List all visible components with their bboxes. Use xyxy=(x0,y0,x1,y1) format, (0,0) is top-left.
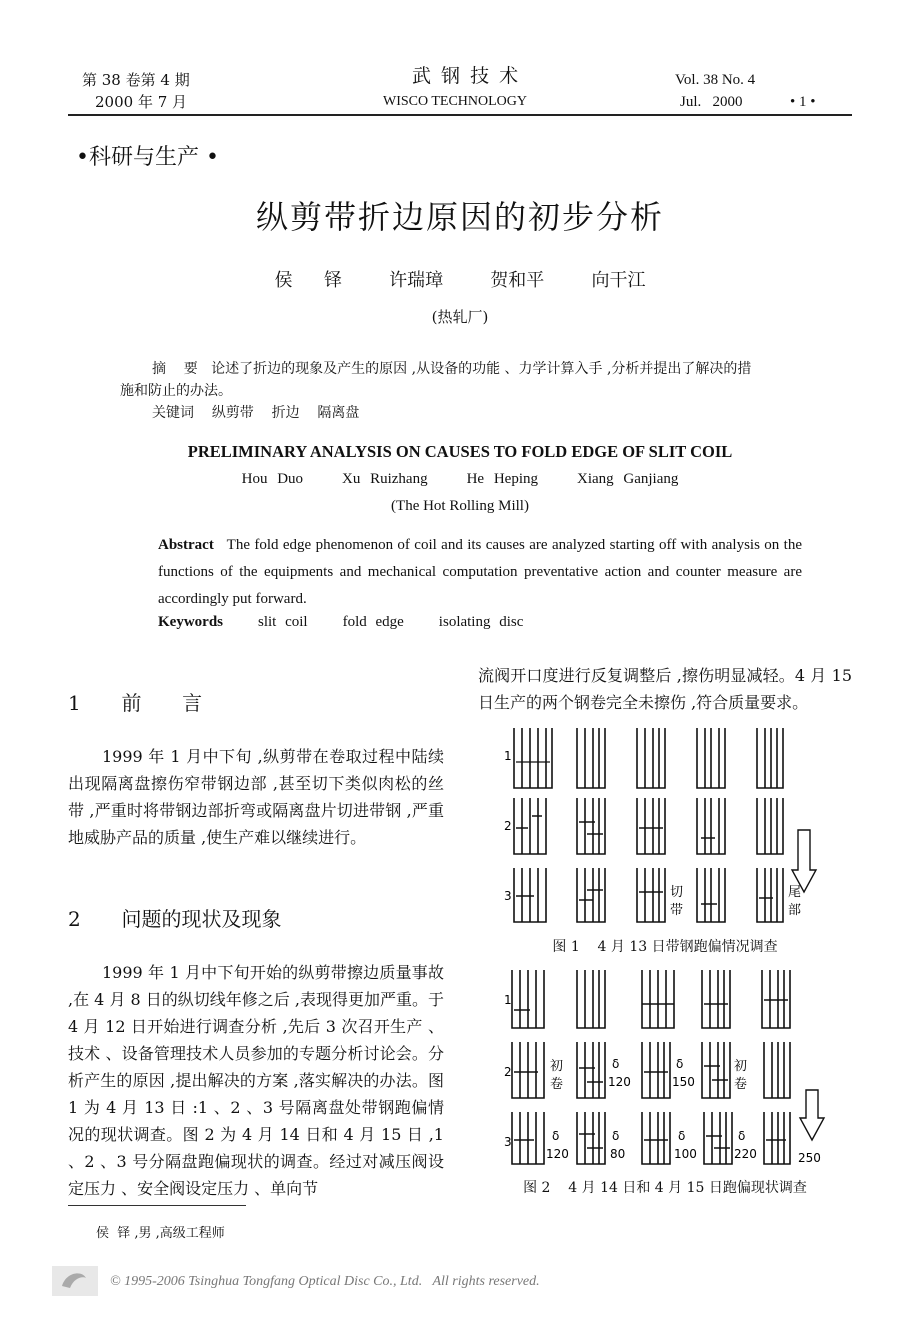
fig2-r2-val-1: 120 xyxy=(608,1075,631,1089)
header-journal-cn: 武 钢 技 术 xyxy=(412,65,521,87)
keywords-cn-label: 关键词 xyxy=(152,405,194,421)
english-abstract-label: Abstract xyxy=(158,537,214,553)
fig2-r3-val-1: 120 xyxy=(546,1147,569,1161)
fig2-row-label-1: 1 xyxy=(504,993,512,1007)
header-page-number: • 1 • xyxy=(790,94,816,110)
english-abstract-text: The fold edge phenomenon of coil and its causes are analyzed starting off with analysis on the functions of the equipments and mechanical computation preventative action and counter measure are accordingly put forward. xyxy=(158,537,802,607)
fig1-row-label-3: 3 xyxy=(504,889,512,903)
keywords-cn: 纵剪带 折边 隔离盘 xyxy=(211,405,360,421)
fig2-r3-delta-3: δ xyxy=(678,1129,686,1143)
article-title: 纵剪带折边原因的初步分析 xyxy=(255,198,664,236)
fig2-r2-val-2: 150 xyxy=(672,1075,695,1089)
english-keywords-label: Keywords xyxy=(158,614,223,630)
fig2-r3-val-3: 100 xyxy=(674,1147,697,1161)
fig1-note-dai: 带 xyxy=(670,903,684,918)
right-paragraph: 流阀开口度进行反复调整后 ,擦伤明显减轻。4 月 15 日生产的两个钢卷完全未擦伤 ,符合质量要求。 xyxy=(478,666,852,712)
figure-1-diagram xyxy=(490,720,850,935)
fig2-note-chu-2: 初 xyxy=(734,1059,748,1074)
section-2 xyxy=(68,906,444,1202)
fig2-r3-delta-2: δ xyxy=(612,1129,620,1143)
fig2-row-label-3: 3 xyxy=(504,1135,512,1149)
fig2-r3-delta-4: δ xyxy=(738,1129,746,1143)
fig2-r3-val-5: 250 xyxy=(798,1151,821,1165)
english-keywords xyxy=(158,614,523,631)
fig2-r3-delta-1: δ xyxy=(552,1129,560,1143)
fig2-r3-val-2: 80 xyxy=(610,1147,626,1161)
section-1-paragraph: 1999 年 1 月中下旬 ,纵剪带在卷取过程中陆续出现隔离盘擦伤窄带钢边部 ,甚至切下类似肉松的丝带 ,严重时将带钢边部折弯或隔离盘片切进带钢 ,严重地威胁产品的质量 ,使生产难以继续进行。 xyxy=(68,747,444,847)
header-date-en: Jul. 2000 xyxy=(680,94,743,110)
authors-cn: 侯 铎 许瑞璋 贺和平 向干江 xyxy=(274,270,646,291)
section-2-heading: 2 问题的现状及现象 xyxy=(68,907,282,931)
copyright-notice: © 1995-2006 Tsinghua Tongfang Optical Disc Co., Ltd. All rights reserved. xyxy=(110,1274,540,1289)
figure-1-caption: 图 1 4 月 13 日带钢跑偏情况调查 xyxy=(552,939,778,955)
header-journal-en: WISCO TECHNOLOGY xyxy=(383,94,528,109)
figure-2-caption: 图 2 4 月 14 日和 4 月 15 日跑偏现状调查 xyxy=(523,1180,807,1196)
fig1-note-qie: 切 xyxy=(670,885,684,900)
header-rule xyxy=(68,114,852,116)
figure-2-diagram xyxy=(490,962,850,1172)
english-title: PRELIMINARY ANALYSIS ON CAUSES TO FOLD EDGE OF SLIT COIL xyxy=(187,442,733,461)
publisher-logo-icon xyxy=(52,1266,98,1296)
fig2-note-juan-1: 卷 xyxy=(550,1077,564,1092)
english-affiliation: (The Hot Rolling Mill) xyxy=(391,498,529,514)
section-1 xyxy=(68,690,444,851)
fig2-r3-val-4: 220 xyxy=(734,1147,757,1161)
fig1-note-bu: 部 xyxy=(788,903,802,918)
english-authors: Hou Duo Xu Ruizhang He Heping Xiang Ganjiang xyxy=(241,471,679,487)
affiliation-cn: (热轧厂) xyxy=(431,308,489,326)
fig1-note-wei: 尾 xyxy=(788,885,802,900)
fig2-row-label-2: 2 xyxy=(504,1065,512,1079)
fig2-note-chu-1: 初 xyxy=(550,1059,564,1074)
abstract-cn xyxy=(120,358,810,424)
header-volume-en: Vol. 38 No. 4 xyxy=(675,72,756,88)
footnote-rule xyxy=(68,1205,246,1206)
fig2-note-juan-2: 卷 xyxy=(734,1077,748,1092)
fig1-row-label-1: 1 xyxy=(504,749,512,763)
abstract-cn-label: 摘 要 xyxy=(152,361,198,377)
fig2-r2-delta-1: δ xyxy=(612,1057,620,1071)
footnote: 侯 铎 ,男 ,高级工程师 xyxy=(96,1226,225,1241)
english-abstract xyxy=(120,532,802,613)
fig1-row-label-2: 2 xyxy=(504,819,512,833)
section-2-paragraph: 1999 年 1 月中下旬开始的纵剪带擦边质量事故 ,在 4 月 8 日的纵切线年修之后 ,表现得更加严重。于 4 月 12 日开始进行调查分析 ,先后 3 次召开生产 、技术 、设备管理技术人员参加的专题分析讨论会。分析产生的原因 ,提出解决的方案 ,落实解决的办法。图 1 为 4 月 13 日 :1 、2 、3 号隔离盘处带钢跑偏情况的现状调查。图 2 为 4 月 14 日和 4 月 15 日 ,1 、2 、3 号分隔盘跑偏现状的调查。经过对减压阀设定压力 、安全阀设定压力 、单向节 xyxy=(68,963,444,1198)
header-date-cn: 2000 年 7 月 xyxy=(95,93,188,111)
fig2-r2-delta-2: δ xyxy=(676,1057,684,1071)
english-keywords-text: slit coil fold edge isolating disc xyxy=(258,614,524,630)
section-tag: •科研与生产 • xyxy=(76,145,219,170)
abstract-cn-text1: 论述了折边的现象及产生的原因 ,从设备的功能 、力学计算入手 ,分析并提出了解决的措 xyxy=(211,361,752,377)
abstract-cn-text2: 施和防止的办法。 xyxy=(120,383,232,399)
header-volume-cn: 第 38 卷第 4 期 xyxy=(82,71,190,89)
section-1-heading: 1 前 言 xyxy=(68,691,203,715)
